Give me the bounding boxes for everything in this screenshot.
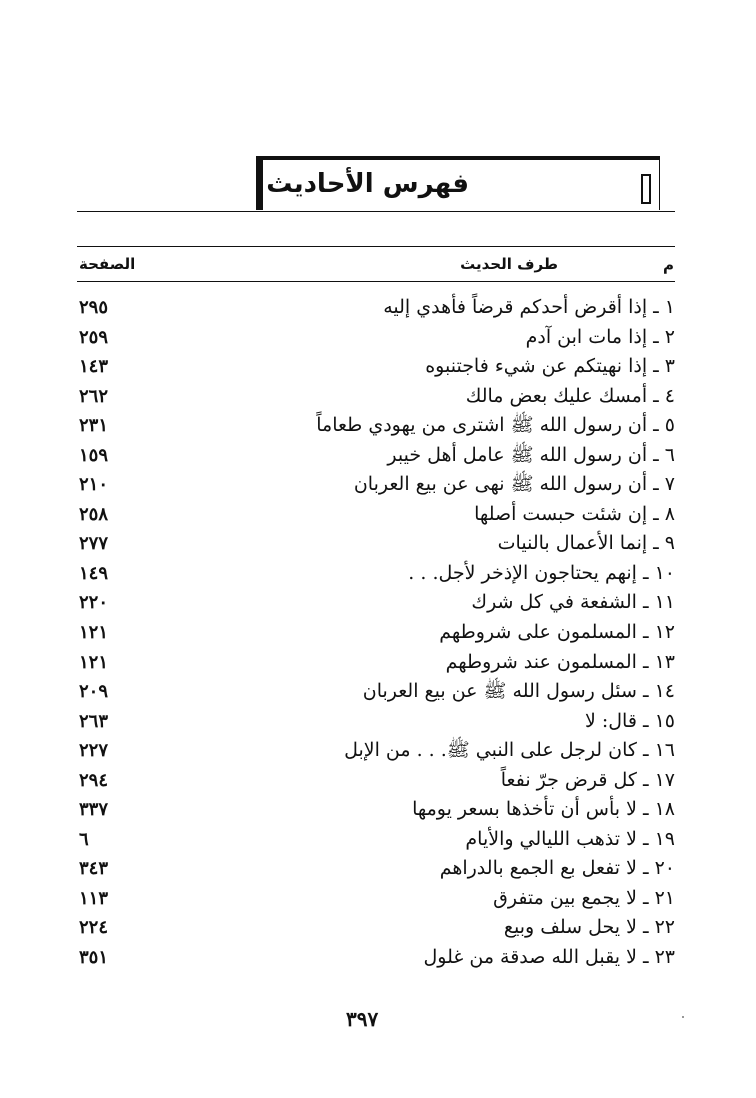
hadith-text: ٦ ـ أن رسول الله ﷺ عامل أهل خيبر — [387, 443, 675, 466]
hadith-page: ٢٩٥ — [79, 297, 109, 318]
index-row — [0, 943, 756, 973]
hadith-page: ٢٢٧ — [79, 740, 109, 762]
hadith-text: ١٩ ـ لا تذهب الليالي والأيام — [465, 827, 675, 850]
hadith-text: ١٣ ـ المسلمون عند شروطهم — [445, 650, 675, 673]
hadith-text: ٨ ـ إن شئت حبست أصلها — [474, 502, 675, 525]
index-row — [0, 500, 756, 530]
index-row — [0, 382, 756, 412]
hadith-page: ١٤٩ — [79, 562, 109, 584]
hadith-page: ٢٦٣ — [79, 710, 109, 732]
hadith-page: ٢٠٩ — [79, 681, 109, 703]
title-box — [256, 156, 660, 210]
hadith-page: ٢٦٢ — [79, 385, 109, 407]
title-ornament — [641, 174, 651, 204]
index-row — [0, 293, 756, 323]
hadith-text: ١٠ ـ إنهم يحتاجون الإذخر لأجل. . . — [408, 561, 675, 584]
hadith-index-list — [0, 293, 756, 973]
title-rule — [77, 211, 675, 212]
hadith-text: ١٧ ـ كل قرض جرّ نفعاً — [500, 768, 675, 791]
hadith-text: ١٢ ـ المسلمون على شروطهم — [439, 621, 675, 644]
index-row — [0, 411, 756, 441]
index-row — [0, 795, 756, 825]
hadith-page: ٢٩٤ — [79, 769, 109, 791]
hadith-text: ٢ ـ إذا مات ابن آدم — [525, 325, 675, 348]
hadith-page: ١٢١ — [79, 622, 109, 644]
index-row — [0, 323, 756, 353]
hadith-page: ٣٤٣ — [79, 858, 109, 880]
hadith-text: ١٦ ـ كان لرجل على النبي ﷺ. . . من الإبل — [344, 739, 675, 762]
index-row — [0, 707, 756, 737]
hadith-page: ٢٢٤ — [79, 917, 109, 939]
hadith-text: ١٨ ـ لا بأس أن تأخذها بسعر يومها — [412, 798, 675, 821]
page-title: فهرس الأحاديث — [266, 169, 469, 199]
hadith-text: ١١ ـ الشفعة في كل شرك — [471, 591, 675, 614]
hadith-text: ١٥ ـ قال: لا — [584, 709, 675, 732]
index-row — [0, 766, 756, 796]
hadith-text: ٤ ـ أمسك عليك بعض مالك — [465, 384, 675, 407]
hadith-page: ٣٣٧ — [79, 799, 109, 821]
hadith-page: ٢١٠ — [79, 474, 109, 496]
hadith-text: ١٤ ـ سئل رسول الله ﷺ عن بيع العربان — [362, 680, 675, 703]
header-bottom-rule — [77, 281, 675, 282]
hadith-text: ٣ ـ إذا نهيتكم عن شيء فاجتنبوه — [425, 355, 675, 378]
index-row — [0, 618, 756, 648]
index-row — [0, 352, 756, 382]
hadith-page: ٢٥٨ — [79, 503, 109, 525]
scan-speck — [682, 1016, 684, 1018]
index-row — [0, 441, 756, 471]
hadith-page: ٦ — [79, 828, 89, 850]
hadith-page: ٢٣١ — [79, 415, 109, 437]
index-row — [0, 588, 756, 618]
index-row — [0, 677, 756, 707]
hadith-page: ١١٣ — [79, 887, 109, 909]
hadith-text: ٩ ـ إنما الأعمال بالنيات — [497, 532, 675, 555]
hadith-text: ٢٠ ـ لا تفعل بع الجمع بالدراهم — [439, 857, 675, 880]
hadith-page: ١٤٣ — [79, 356, 109, 378]
index-row — [0, 559, 756, 589]
index-row — [0, 913, 756, 943]
hadith-page: ٢٥٩ — [79, 326, 109, 348]
hadith-page: ١٥٩ — [79, 444, 109, 466]
index-row — [0, 529, 756, 559]
hadith-text: ٢١ ـ لا يجمع بين متفرق — [493, 886, 675, 909]
hadith-text: ٢٢ ـ لا يحل سلف وبيع — [503, 916, 675, 939]
page-number: ٣٩٧ — [346, 1007, 379, 1031]
hadith-text: ٧ ـ أن رسول الله ﷺ نهى عن بيع العربان — [353, 473, 675, 496]
index-row — [0, 648, 756, 678]
hadith-page: ٢٧٧ — [79, 533, 109, 555]
header-number: م — [663, 256, 674, 274]
index-row — [0, 470, 756, 500]
index-row — [0, 736, 756, 766]
header-page: الصفحة — [79, 255, 136, 273]
hadith-text: ١ ـ إذا أقرض أحدكم قرضاً فأهدي إليه — [383, 296, 675, 318]
hadith-page: ١٢١ — [79, 651, 109, 673]
index-row — [0, 825, 756, 855]
hadith-text: ٢٣ ـ لا يقبل الله صدقة من غلول — [423, 946, 675, 969]
hadith-page: ٣٥١ — [79, 947, 109, 969]
header-hadith: طرف الحديث — [460, 255, 558, 273]
hadith-page: ٢٢٠ — [79, 592, 109, 614]
index-row — [0, 884, 756, 914]
index-row — [0, 854, 756, 884]
header-top-rule — [77, 246, 675, 247]
hadith-text: ٥ ـ أن رسول الله ﷺ اشترى من يهودي طعاماً — [316, 414, 675, 437]
